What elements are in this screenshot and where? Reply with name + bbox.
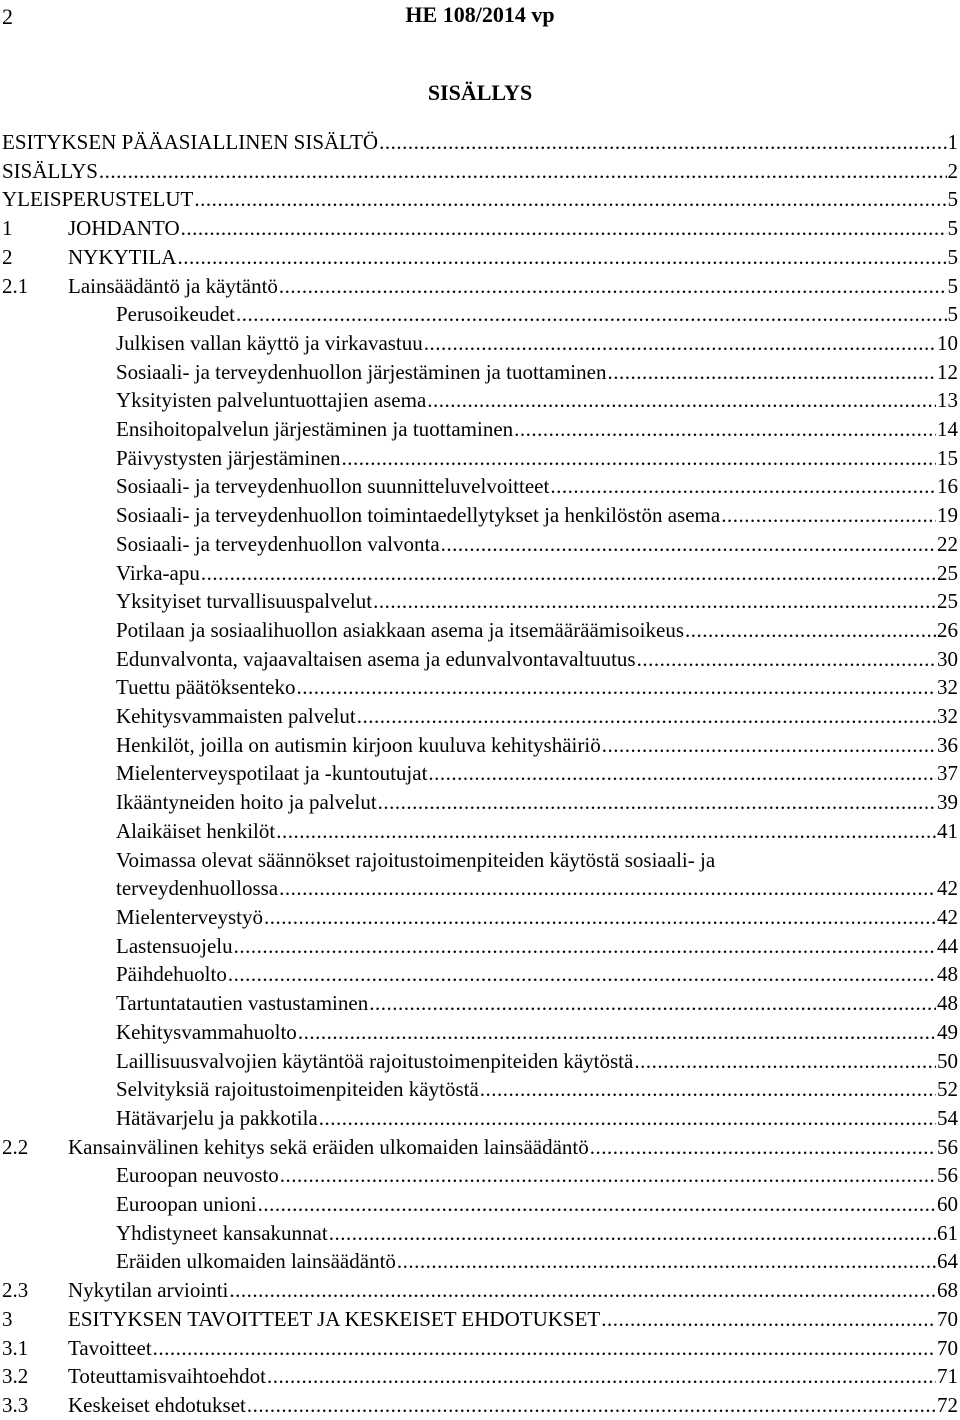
toc-entry-title: ESITYKSEN TAVOITTEET JA KESKEISET EHDOTUKSET <box>68 1306 601 1331</box>
toc-entry-page: 5 <box>947 302 958 327</box>
toc-entry-title: Edunvalvonta, vajaavaltaisen asema ja edunvalvontavaltuutus <box>116 646 636 671</box>
toc-entry-number: 3.2 <box>2 1364 29 1389</box>
toc-dot-leader <box>550 472 936 501</box>
toc-dot-leader <box>514 415 936 444</box>
toc-dot-leader <box>279 272 947 301</box>
toc-dot-leader <box>177 243 946 272</box>
toc-entry-title: Sosiaali- ja terveydenhuollon suunnitteluvelvoitteet <box>116 474 550 499</box>
toc-dot-leader <box>721 501 936 530</box>
toc-entry-number: 3.1 <box>2 1335 29 1360</box>
toc-dot-leader <box>280 1161 936 1190</box>
toc-entry-page: 50 <box>937 1048 958 1073</box>
toc-entry-title: Sosiaali- ja terveydenhuollon toimintaedellytykset ja henkilöstön asema <box>116 503 721 528</box>
toc-entry-number: 2.3 <box>2 1278 29 1303</box>
toc-entry-page: 32 <box>937 704 958 729</box>
toc-entry-page: 2 <box>947 158 958 183</box>
toc-dot-leader <box>298 1018 936 1047</box>
toc-entry-page: 72 <box>937 1392 958 1417</box>
toc-entry[interactable] <box>0 501 958 530</box>
toc-dot-leader <box>264 903 936 932</box>
toc-entry-page: 41 <box>937 818 958 843</box>
table-of-contents <box>0 128 958 1420</box>
toc-entry-page: 13 <box>937 388 958 413</box>
toc-entry-title: Tuettu päätöksenteko <box>116 675 296 700</box>
toc-entry[interactable] <box>0 1104 958 1133</box>
toc-entry[interactable] <box>0 1219 958 1248</box>
toc-dot-leader <box>236 300 947 329</box>
toc-dot-leader <box>441 530 936 559</box>
toc-dot-leader <box>329 1219 936 1248</box>
toc-dot-leader <box>428 759 936 788</box>
toc-dot-leader <box>258 1190 936 1219</box>
toc-entry-page: 70 <box>937 1306 958 1331</box>
toc-dot-leader <box>229 1276 936 1305</box>
toc-entry-title: Euroopan neuvosto <box>116 1163 279 1188</box>
toc-entry[interactable] <box>0 989 958 1018</box>
toc-dot-leader <box>99 157 947 186</box>
toc-entry-number: 2 <box>2 244 13 269</box>
toc-entry-page: 37 <box>937 761 958 786</box>
toc-entry[interactable] <box>0 530 958 559</box>
toc-entry-title: Alaikäiset henkilöt <box>116 818 276 843</box>
toc-entry-page: 32 <box>937 675 958 700</box>
toc-dot-leader <box>480 1075 936 1104</box>
toc-dot-leader <box>357 702 936 731</box>
toc-dot-leader <box>296 673 936 702</box>
page-number: 2 <box>2 4 13 29</box>
toc-dot-leader <box>234 932 936 961</box>
toc-entry-page: 25 <box>937 589 958 614</box>
toc-dot-leader <box>153 1334 936 1363</box>
toc-entry-page: 48 <box>937 962 958 987</box>
toc-entry[interactable] <box>0 1161 958 1190</box>
toc-entry[interactable] <box>0 300 958 329</box>
toc-entry-page: 39 <box>937 790 958 815</box>
toc-entry-number: 1 <box>2 216 13 241</box>
toc-entry-page: 71 <box>937 1364 958 1389</box>
toc-entry-title: Kehitysvammahuolto <box>116 1019 297 1044</box>
toc-entry[interactable] <box>0 243 958 272</box>
toc-dot-leader <box>247 1391 936 1420</box>
toc-entry-page: 5 <box>947 273 958 298</box>
toc-entry[interactable] <box>0 932 958 961</box>
toc-entry[interactable] <box>0 415 958 444</box>
toc-entry-page: 60 <box>937 1192 958 1217</box>
toc-entry[interactable] <box>0 788 958 817</box>
toc-entry-page: 44 <box>937 933 958 958</box>
toc-entry[interactable] <box>0 759 958 788</box>
toc-entry-title: terveydenhuollossa <box>116 876 279 901</box>
toc-entry-title: SISÄLLYS <box>2 158 98 183</box>
toc-entry[interactable] <box>0 874 958 903</box>
toc-entry-page: 12 <box>937 359 958 384</box>
toc-entry-page: 42 <box>937 876 958 901</box>
toc-entry[interactable] <box>0 903 958 932</box>
toc-entry-page: 5 <box>947 216 958 241</box>
toc-entry[interactable] <box>0 1391 958 1420</box>
toc-entry[interactable] <box>0 1047 958 1076</box>
toc-dot-leader <box>424 329 936 358</box>
toc-entry-page: 5 <box>947 187 958 212</box>
toc-dot-leader <box>267 1362 936 1391</box>
toc-dot-leader <box>228 960 936 989</box>
toc-dot-leader <box>427 386 936 415</box>
toc-dot-leader <box>319 1104 936 1133</box>
toc-entry-page: 19 <box>937 503 958 528</box>
toc-entry-title: Sosiaali- ja terveydenhuollon valvonta <box>116 531 440 556</box>
toc-entry-title: Ensihoitopalvelun järjestäminen ja tuottaminen <box>116 417 514 442</box>
toc-entry-page: 30 <box>937 646 958 671</box>
toc-entry[interactable] <box>0 559 958 588</box>
page-header <box>0 0 960 36</box>
toc-entry-title: Ikääntyneiden hoito ja palvelut <box>116 790 377 815</box>
toc-entry-title: Lainsäädäntö ja käytäntö <box>68 273 278 298</box>
toc-entry[interactable] <box>0 1362 958 1391</box>
toc-entry-page: 10 <box>937 330 958 355</box>
toc-dot-leader <box>342 444 936 473</box>
toc-entry-title: Päihdehuolto <box>116 962 227 987</box>
toc-entry-page: 5 <box>947 244 958 269</box>
toc-entry[interactable] <box>0 673 958 702</box>
toc-entry-title: Hätävarjelu ja pakkotila <box>116 1105 318 1130</box>
toc-entry-page: 48 <box>937 991 958 1016</box>
toc-entry[interactable] <box>0 386 958 415</box>
toc-entry-page: 64 <box>937 1249 958 1274</box>
toc-entry-title: Lastensuojelu <box>116 933 233 958</box>
toc-dot-leader <box>201 559 936 588</box>
toc-entry[interactable] <box>0 1276 958 1305</box>
toc-entry-title: Nykytilan arviointi <box>68 1278 229 1303</box>
toc-dot-leader <box>397 1247 936 1276</box>
toc-dot-leader <box>379 128 946 157</box>
toc-entry-title: NYKYTILA <box>68 244 177 269</box>
toc-entry[interactable] <box>0 358 958 387</box>
toc-dot-leader <box>637 645 936 674</box>
toc-entry[interactable] <box>0 1305 958 1334</box>
toc-entry[interactable] <box>0 817 958 846</box>
toc-entry-title: Virka-apu <box>116 560 200 585</box>
toc-entry[interactable] <box>0 587 958 616</box>
toc-entry-title-line1: Voimassa olevat säännökset rajoitustoimenpiteiden käytöstä sosiaali- ja <box>116 847 716 872</box>
toc-dot-leader <box>181 214 947 243</box>
toc-entry[interactable] <box>0 1018 958 1047</box>
toc-entry[interactable] <box>0 702 958 731</box>
toc-entry-title: Päivystysten järjestäminen <box>116 445 341 470</box>
toc-entry[interactable] <box>0 1190 958 1219</box>
toc-entry-number: 2.1 <box>2 273 29 298</box>
toc-title: SISÄLLYS <box>427 80 533 105</box>
toc-entry-page: 22 <box>937 531 958 556</box>
toc-entry[interactable] <box>0 960 958 989</box>
toc-entry[interactable] <box>0 444 958 473</box>
toc-entry[interactable] <box>0 1075 958 1104</box>
toc-entry[interactable] <box>0 214 958 243</box>
toc-entry-title: Henkilöt, joilla on autismin kirjoon kuuluva kehityshäiriö <box>116 732 601 757</box>
toc-entry-continued-line <box>0 846 958 875</box>
toc-dot-leader <box>685 616 936 645</box>
toc-entry[interactable] <box>0 645 958 674</box>
toc-entry-title: Sosiaali- ja terveydenhuollon järjestäminen ja tuottaminen <box>116 359 607 384</box>
toc-entry-title: Toteuttamisvaihtoehdot <box>68 1364 266 1389</box>
toc-entry-page: 42 <box>937 904 958 929</box>
toc-entry-title: Potilaan ja sosiaalihuollon asiakkaan asema ja itsemääräämisoikeus <box>116 617 684 642</box>
toc-dot-leader <box>194 185 946 214</box>
toc-entry-page: 25 <box>937 560 958 585</box>
toc-entry[interactable] <box>0 1247 958 1276</box>
toc-entry-title: Mielenterveystyö <box>116 904 263 929</box>
toc-entry[interactable] <box>0 472 958 501</box>
toc-entry-title: YLEISPERUSTELUT <box>2 187 194 212</box>
toc-entry-title: Yksityiset turvallisuuspalvelut <box>116 589 373 614</box>
toc-entry-title: Kehitysvammaisten palvelut <box>116 704 356 729</box>
toc-entry-page: 61 <box>937 1220 958 1245</box>
toc-entry-title: Kansainvälinen kehitys sekä eräiden ulkomaiden lainsäädäntö <box>68 1134 589 1159</box>
toc-entry-title: ESITYKSEN PÄÄASIALLINEN SISÄLTÖ <box>2 130 379 154</box>
toc-entry-number: 3 <box>2 1306 13 1331</box>
toc-entry-number: 3.3 <box>2 1392 29 1417</box>
toc-dot-leader <box>601 1305 936 1334</box>
toc-entry[interactable] <box>0 731 958 760</box>
toc-entry-title: Tavoitteet <box>68 1335 152 1360</box>
toc-entry-page: 49 <box>937 1019 958 1044</box>
toc-dot-leader <box>590 1133 936 1162</box>
toc-entry-title: Selvityksiä rajoitustoimenpiteiden käytöstä <box>116 1077 479 1102</box>
toc-entry-page: 54 <box>937 1105 958 1130</box>
toc-entry[interactable] <box>0 1133 958 1162</box>
toc-entry-title: Perusoikeudet <box>116 302 235 327</box>
toc-dot-leader <box>276 817 936 846</box>
toc-dot-leader <box>373 587 936 616</box>
toc-dot-leader <box>634 1047 936 1076</box>
toc-entry-page: 56 <box>937 1134 958 1159</box>
toc-dot-leader <box>607 358 936 387</box>
toc-entry-title: Yhdistyneet kansakunnat <box>116 1220 328 1245</box>
toc-entry-page: 1 <box>947 130 958 154</box>
toc-dot-leader <box>602 731 936 760</box>
toc-entry[interactable] <box>0 157 958 186</box>
toc-dot-leader <box>369 989 936 1018</box>
toc-entry-page: 16 <box>937 474 958 499</box>
toc-entry-page: 70 <box>937 1335 958 1360</box>
toc-entry-page: 15 <box>937 445 958 470</box>
toc-entry[interactable] <box>0 1334 958 1363</box>
toc-entry-page: 52 <box>937 1077 958 1102</box>
toc-dot-leader <box>279 874 936 903</box>
toc-dot-leader <box>378 788 936 817</box>
toc-entry-title: JOHDANTO <box>68 216 180 241</box>
toc-entry-page: 68 <box>937 1278 958 1303</box>
toc-entry-title: Yksityisten palveluntuottajien asema <box>116 388 427 413</box>
toc-entry-title: Eräiden ulkomaiden lainsäädäntö <box>116 1249 396 1274</box>
toc-entry[interactable] <box>0 329 958 358</box>
toc-entry-page: 36 <box>937 732 958 757</box>
toc-entry[interactable] <box>0 128 958 157</box>
toc-entry-page: 56 <box>937 1163 958 1188</box>
toc-entry-title: Julkisen vallan käyttö ja virkavastuu <box>116 330 423 355</box>
toc-entry[interactable] <box>0 272 958 301</box>
toc-entry[interactable] <box>0 185 958 214</box>
toc-entry-title: Tartuntatautien vastustaminen <box>116 991 369 1016</box>
toc-entry-page: 26 <box>937 617 958 642</box>
toc-entry-title: Euroopan unioni <box>116 1192 257 1217</box>
toc-entry-title: Laillisuusvalvojien käytäntöä rajoitustoimenpiteiden käytöstä <box>116 1048 634 1073</box>
toc-entry-number: 2.2 <box>2 1134 29 1159</box>
toc-entry-title: Keskeiset ehdotukset <box>68 1392 246 1417</box>
toc-entry-title: Mielenterveyspotilaat ja -kuntoutujat <box>116 761 428 786</box>
document-id: HE 108/2014 vp <box>405 2 555 27</box>
toc-entry-page: 14 <box>937 417 958 442</box>
toc-entry[interactable] <box>0 616 958 645</box>
